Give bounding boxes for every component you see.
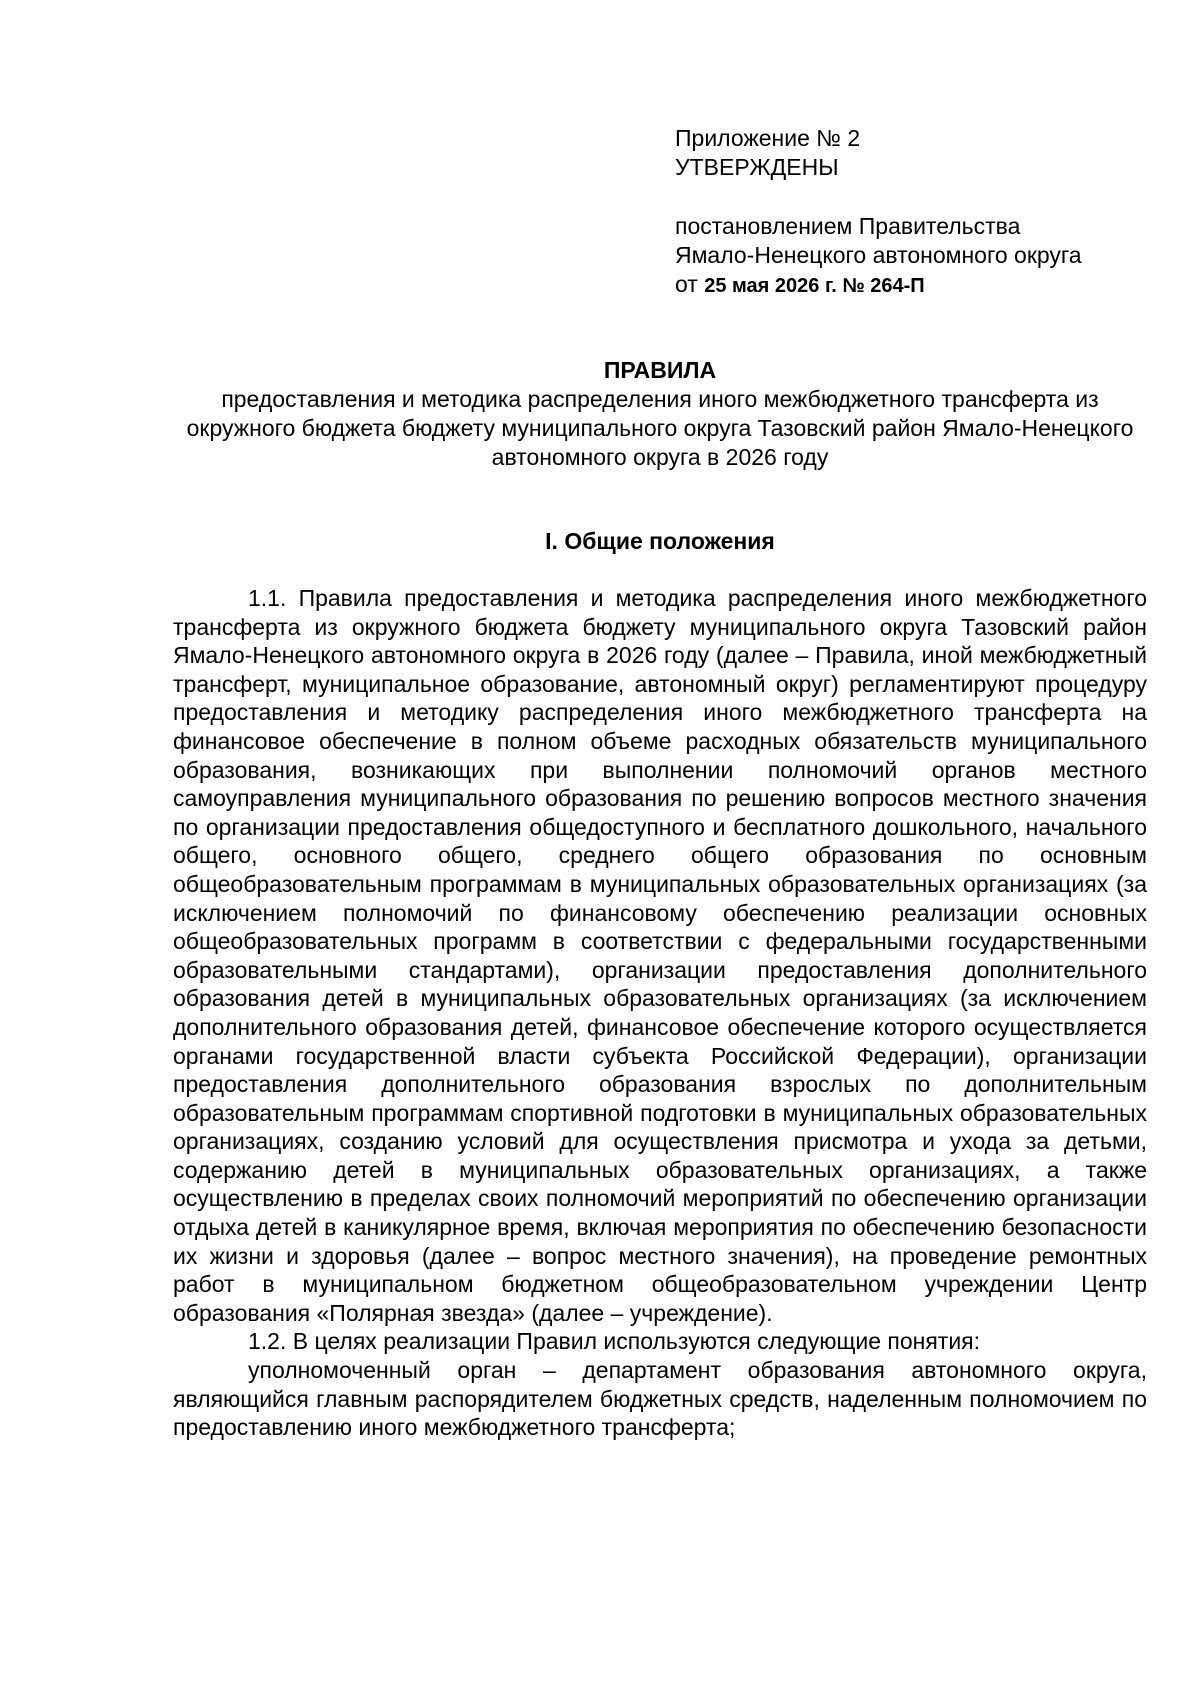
date-prefix: от xyxy=(675,271,698,297)
document-body xyxy=(173,584,1147,1442)
paragraph-1-2: 1.2. В целях реализации Правил используются следующие понятия: xyxy=(248,1328,981,1355)
resolution-line: постановлением Правительства xyxy=(675,213,1021,239)
document-title xyxy=(175,356,1145,472)
approved-label: УТВЕРЖДЕНЫ xyxy=(675,154,839,180)
approval-stamp xyxy=(675,124,1082,301)
appendix-number: Приложение № 2 xyxy=(675,125,861,151)
section-heading: I. Общие положения xyxy=(545,528,775,554)
stamp-gap xyxy=(675,182,1082,212)
resolution-date-line xyxy=(675,270,1082,301)
region-line: Ямало-Ненецкого автономного округа xyxy=(675,242,1082,268)
resolution-date: 25 мая 2026 г. № 264-П xyxy=(704,275,925,297)
title-heading: ПРАВИЛА xyxy=(603,357,717,383)
paragraph-1-1: 1.1. Правила предоставления и методика распределения иного межбюджетного трансферта из окружного бюджета бюджету муниципального округа Тазовский район Ямало-Ненецкого автономного округа в 2026 году (далее – Правила, иной межбюджетный трансферт, муниципальное образование, автономный округ) регламентируют процедуру предоставления и методику распределения иного межбюджетного трансферта на финансовое обеспечение в полном объеме расходных обязательств муниципального образования, возникающих при выполнении полномочий органов местного самоуправления муниципального образования по решению вопросов местного значения по организации предоставления общедоступного и бесплатного дошкольного, начального общего, основного общего, среднего общего образования по основным общеобразовательным программам в муниципальных образовательных организациях (за исключением полномочий по финансовому обеспечению реализации основных общеобразовательных программ в соответствии с федеральными государственными образовательными стандартами), организации предоставления дополнительного образования детей в муниципальных образовательных организациях (за исключением дополнительного образования детей, финансовое обеспечение которого осуществляется органами государственной власти субъекта Российской Федерации), организации предоставления дополнительного образования взрослых по дополнительным образовательным программам спортивной подготовки в муниципальных образовательных организациях, созданию условий для осуществления присмотра и ухода за детьми, содержанию детей в муниципальных образовательных организациях, а также осуществлению в пределах своих полномочий мероприятий по обеспечению организации отдыха детей в каникулярное время, включая мероприятия по обеспечению безопасности их жизни и здоровья (далее – вопрос местного значения), на проведение ремонтных работ в муниципальном бюджетном общеобразовательном учреждении Центр образования «Полярная звезда» (далее – учреждение). xyxy=(173,585,1147,1326)
paragraph-definition: уполномоченный орган – департамент образования автономного округа, являющийся главным распорядителем бюджетных средств, наделенным полномочием по предоставлению иного межбюджетного трансферта; xyxy=(173,1357,1147,1441)
title-subtitle: предоставления и методика распределения иного межбюджетного трансферта из окружного бюджета бюджету муниципального округа Тазовский район Ямало-Ненецкого автономного округа в 2026 году xyxy=(186,386,1134,470)
